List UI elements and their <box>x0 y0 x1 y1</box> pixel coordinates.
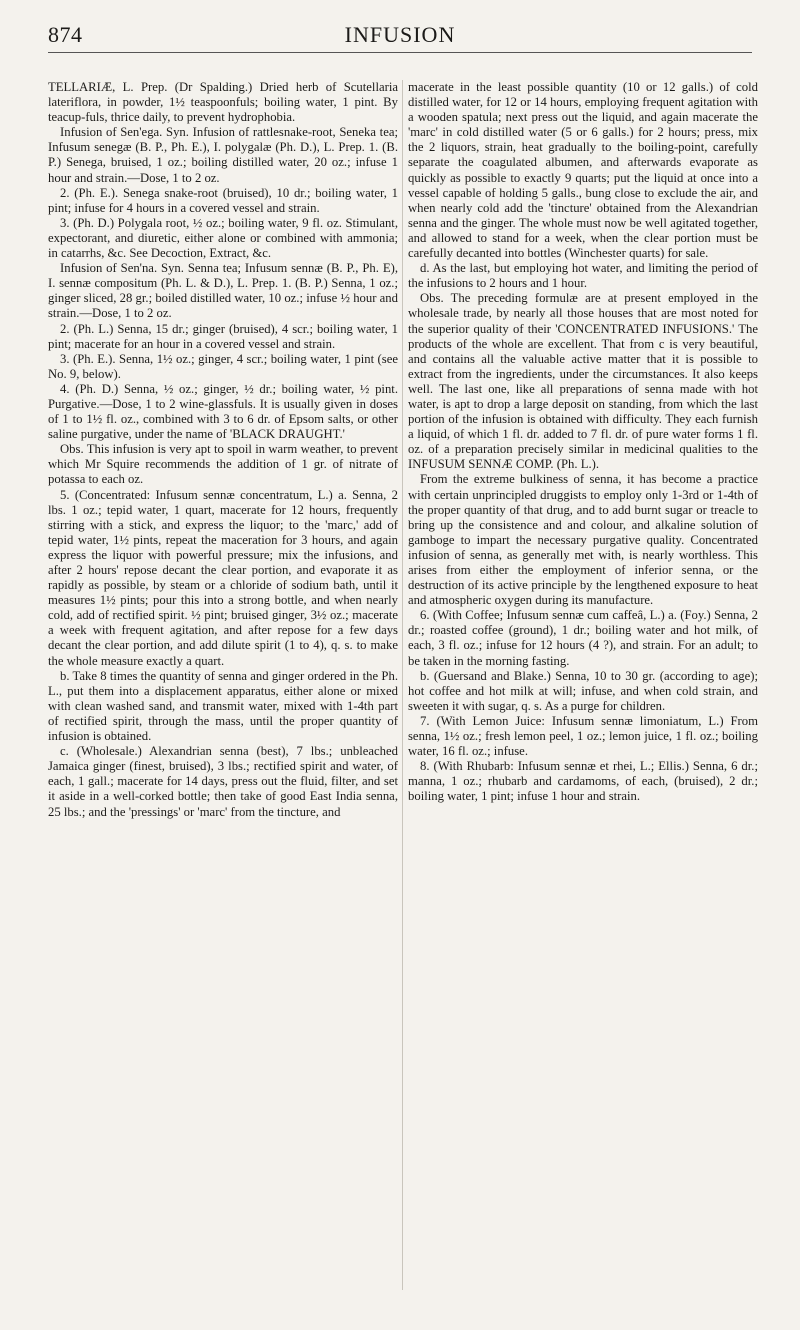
paragraph: Obs. The preceding formulæ are at present employed in the wholesale trade, by nearly all those houses that are most noted for the superior quality of their 'CONCENTRATED INFUSIONS.' The products of the whole are excellent. That from c is very beautiful, and contains all the valuable active matter that it is possible to extract from the ingredients, under the circumstances. It also keeps well. The last one, like all preparations of senna made with hot water, is apt to drop a large deposit on standing, from which the last portion of the infusion is obtained with difficulty. They each furnish a liquid, of which 1 fl. dr. added to 7 fl. dr. of pure water forms 1 fl. oz. of a preparation precisely similar in medicinal qualities to the INFUSUM SENNÆ COMP. (Ph. L.). <box>408 291 758 472</box>
running-head: INFUSION <box>344 22 456 47</box>
paragraph: 7. (With Lemon Juice: Infusum sennæ limoniatum, L.) From senna, 1½ oz.; fresh lemon peel, 1 oz.; lemon juice, 1 fl. oz.; boiling water, 16 fl. oz.; infuse. <box>408 713 758 759</box>
paragraph: b. Take 8 times the quantity of senna and ginger ordered in the Ph. L., put them into a displacement apparatus, either alone or mixed with clean washed sand, and transmit water, mixed with 1-4th part of rectified spirit, through the mass, until the proper quantity of infusion is obtained. <box>48 668 398 744</box>
paragraph: d. As the last, but employing hot water, and limiting the period of the infusions to 2 hours and 1 hour. <box>408 261 758 291</box>
paragraph: 5. (Concentrated: Infusum sennæ concentratum, L.) a. Senna, 2 lbs. 1 oz.; tepid water, 1 quart, macerate for 12 hours, frequently stirring with a stick, and express the liquor; to the 'marc,' add of tepid water, 1½ pints, repeat the maceration for 3 hours, and again express the liquor with powerful pressure; mix the infusions, and after 2 hours' repose decant the clear portion, and evaporate it as rapidly as possible, by steam or a chloride of sodium bath, until it measures 1½ pints; pour this into a strong bottle, and when nearly cold, add of rectified spirit. ½ pint; bruised ginger, 3½ oz.; macerate a week with frequent agitation, and after repose for a few days decant the clear portion, and add dilute spirit (1 to 4), q. s. to make the whole measure exactly a quart. <box>48 487 398 668</box>
header-rule <box>48 52 752 53</box>
paragraph: 4. (Ph. D.) Senna, ½ oz.; ginger, ½ dr.; boiling water, ½ pint. Purgative.—Dose, 1 to 2 wine-glassfuls. It is usually given in doses of 1 to 1½ fl. oz., combined with 3 to 6 dr. of Epsom salts, or other saline purgative, under the name of 'BLACK DRAUGHT.' <box>48 381 398 442</box>
paragraph: Infusion of Sen'na. Syn. Senna tea; Infusum sennæ (B. P., Ph. E), I. sennæ compositum (Ph. L. & D.), L. Prep. 1. (B. P.) Senna, 1 oz.; ginger sliced, 28 gr.; boiled distilled water, 10 oz.; infuse ½ hour and strain.—Dose, 1 to 2 oz. <box>48 261 398 321</box>
left-column <box>48 80 398 820</box>
page-number: 874 <box>48 22 83 47</box>
paragraph: b. (Guersand and Blake.) Senna, 10 to 30 gr. (according to age); hot coffee and hot milk at will; infuse, and when cold strain, and sweeten it with sugar, q. s. As a purge for children. <box>408 668 758 713</box>
paragraph: From the extreme bulkiness of senna, it has become a practice with certain unprincipled druggists to employ only 1-3rd or 1-4th of the proper quantity of that drug, and to add burnt sugar or treacle to bring up the consistence and and colour, and alkaline solution of gamboge to impart the necessary purgative quality. Concentrated infusion of senna, as generally met with, is nearly worthless. This arises from either the employment of inferior senna, or the destruction of its active principle by the lengthened exposure to heat and atmospheric oxygen during its manufacture. <box>408 472 758 608</box>
paragraph: macerate in the least possible quantity (10 or 12 galls.) of cold distilled water, for 12 or 14 hours, employing frequent agitation with a wooden spatula; next press out the liquid, and again macerate the 'marc' in cold distilled water (5 or 6 galls.) for 2 hours; press, mix the 2 liquors, strain, heat gradually to the boiling-point, carefully separate the coagulated albumen, and afterwards evaporate as quickly as possible to exactly 9 quarts; put the liquid at once into a vessel capable of holding 5 galls., bung close to exclude the air, and when nearly cold add the 'tincture' obtained from the Alexandrian senna and the ginger. The whole must now be well agitated together, and allowed to stand for a week, when the clear portion must be carefully decanted into bottles (Winchester quarts) for sale. <box>408 80 758 261</box>
paragraph: 6. (With Coffee; Infusum sennæ cum caffeâ, L.) a. (Foy.) Senna, 2 dr.; roasted coffee (ground), 1 dr.; boiling water and hot milk, of each, 3 fl. oz.; infuse for 12 hours (4 ?), and strain. For an adult; to be taken in the morning fasting. <box>408 608 758 668</box>
paragraph: 3. (Ph. E.). Senna, 1½ oz.; ginger, 4 scr.; boiling water, 1 pint (see No. 9, below). <box>48 351 398 381</box>
paragraph: Infusion of Sen'ega. Syn. Infusion of rattlesnake-root, Seneka tea; Infusum senegæ (B. P., Ph. E.), I. polygalæ (Ph. D.), L. Prep. 1. (B. P.) Senega, bruised, 1 oz.; boiling distilled water, 20 oz.; infuse 1 hour and strain.—Dose, 1 to 2 oz. <box>48 125 398 185</box>
paragraph: 2. (Ph. L.) Senna, 15 dr.; ginger (bruised), 4 scr.; boiling water, 1 pint; macerate for an hour in a covered vessel and strain. <box>48 321 398 351</box>
paragraph: Obs. This infusion is very apt to spoil in warm weather, to prevent which Mr Squire recommends the addition of 1 gr. of nitrate of potassa to each oz. <box>48 442 398 487</box>
right-column <box>408 80 758 805</box>
paragraph: c. (Wholesale.) Alexandrian senna (best), 7 lbs.; unbleached Jamaica ginger (finest, bruised), 3 lbs.; rectified spirit and water, of each, 1 gall.; macerate for 14 days, press out the fluid, filter, and set it aside in a well-corked bottle; then take of good East India senna, 25 lbs.; and the 'pressings' or 'marc' from the tincture, and <box>48 744 398 819</box>
column-divider <box>402 80 403 1290</box>
page-header <box>0 22 800 62</box>
paragraph: 8. (With Rhubarb: Infusum sennæ et rhei, L.; Ellis.) Senna, 6 dr.; manna, 1 oz.; rhubarb and cardamoms, of each, (bruised), 2 dr.; boiling water, 1 pint; infuse 1 hour and strain. <box>408 759 758 804</box>
paragraph: TELLARIÆ, L. Prep. (Dr Spalding.) Dried herb of Scutellaria lateriflora, in powder, 1½ teaspoonfuls; boiling water, 1 pint. By teacup-fuls, thrice daily, to prevent hydrophobia. <box>48 80 398 125</box>
paragraph: 3. (Ph. D.) Polygala root, ½ oz.; boiling water, 9 fl. oz. Stimulant, expectorant, and diuretic, either alone or combined with ammonia; in catarrhs, &c. See Decoction, Extract, &c. <box>48 215 398 261</box>
paragraph: 2. (Ph. E.). Senega snake-root (bruised), 10 dr.; boiling water, 1 pint; infuse for 4 hours in a covered vessel and strain. <box>48 185 398 215</box>
